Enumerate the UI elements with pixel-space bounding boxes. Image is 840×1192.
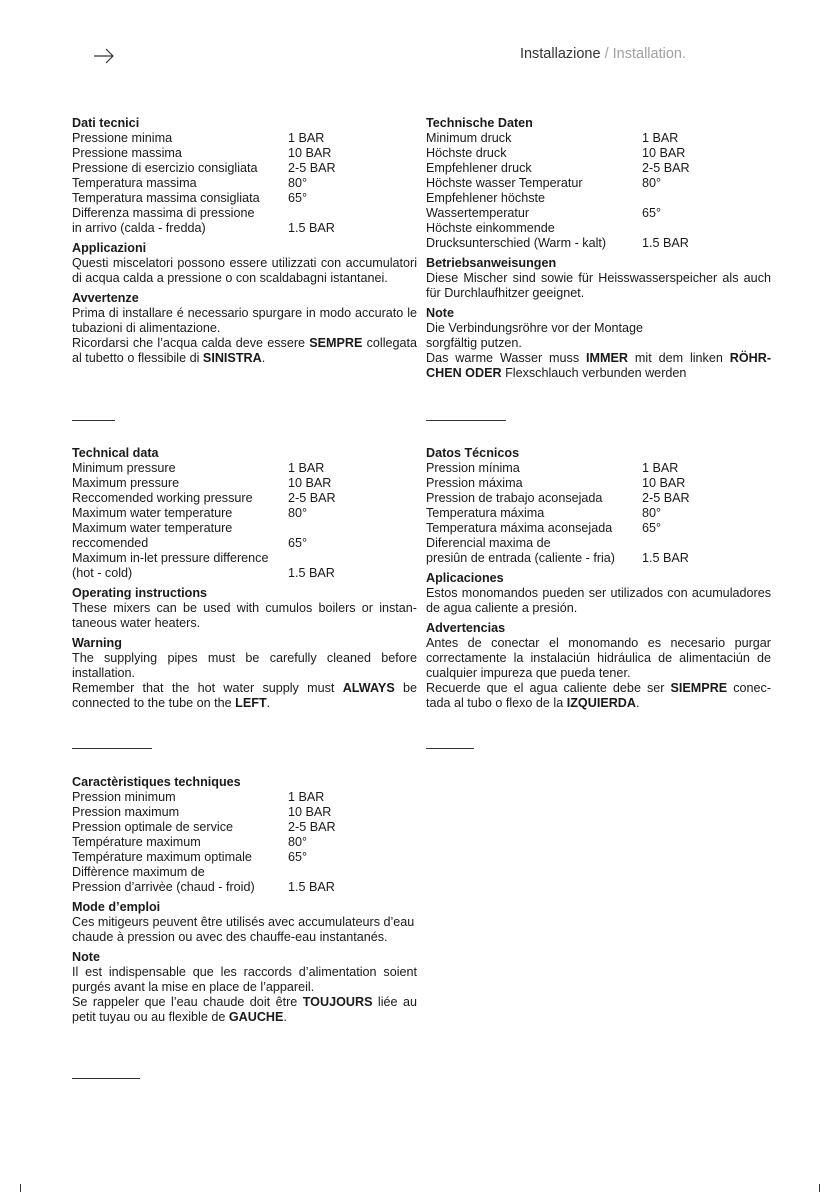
applications-text: Diese Mischer sind sowie für Heisswasserspeicher als auch für Durchlaufhitzer geeignet. xyxy=(426,271,771,300)
spec-label: Empfehlener höchste xyxy=(426,191,546,205)
spec-label: Diffèrence maximum de xyxy=(72,865,205,879)
section-divider xyxy=(72,1078,140,1079)
applications-text: Questi miscelatori possono essere utilizzati con accumulatori di acqua calda a pressione o con scaldabagni istantanei. xyxy=(72,256,417,285)
applications-heading: Mode d’emploi xyxy=(72,900,161,914)
spec-row xyxy=(426,191,771,206)
spec-value: 10 BAR xyxy=(288,805,332,819)
spec-row xyxy=(72,566,417,581)
spec-value: 10 BAR xyxy=(642,476,686,490)
spec-row xyxy=(426,536,771,551)
warning-heading: Avvertenze xyxy=(72,291,139,305)
spec-label: Wassertemperatur xyxy=(426,206,530,220)
spec-row xyxy=(72,506,417,521)
spec-label: Differenza massima di pressione xyxy=(72,206,255,220)
section-title: Dati tecnici xyxy=(72,116,140,130)
spec-value: 1.5 BAR xyxy=(642,236,689,250)
spec-row xyxy=(72,865,417,880)
applications-heading: Aplicaciones xyxy=(426,571,504,585)
section-divider xyxy=(426,420,506,421)
warning-note: Ricordarsi che l’acqua calda deve essere SEMPRE collegata al tubetto o flessibile di SINISTRA. xyxy=(72,336,418,365)
spec-row xyxy=(426,461,771,476)
section-german xyxy=(426,116,771,381)
spec-value: 2-5 BAR xyxy=(642,161,690,175)
section-divider xyxy=(426,748,474,749)
warning-text: Antes de conectar el monomando es necesario purgar correctamente la instalaciún hidráulica de alimentaciún de cualquier impureza que pueda tener. xyxy=(426,636,771,680)
spec-value: 65° xyxy=(288,850,308,864)
spec-row xyxy=(426,551,771,566)
section-title: Technische Daten xyxy=(426,116,533,130)
spec-row xyxy=(426,206,771,221)
spec-row xyxy=(72,521,417,536)
section-title: Datos Técnicos xyxy=(426,446,520,460)
spec-label: Pression optimale de service xyxy=(72,820,233,834)
spec-label: Pression minimum xyxy=(72,790,176,804)
warning-heading: Note xyxy=(72,950,100,964)
spec-value: 1.5 BAR xyxy=(288,566,335,580)
warning-note: Das warme Wasser muss IMMER mit dem linken RÖHR-CHEN ODER Flexschlauch verbunden werden xyxy=(426,351,772,380)
warning-heading: Note xyxy=(426,306,454,320)
spec-row xyxy=(72,191,417,206)
page-header xyxy=(520,46,686,62)
spec-value: 2-5 BAR xyxy=(288,820,336,834)
spec-row xyxy=(72,551,417,566)
spec-value: 65° xyxy=(642,206,662,220)
spec-row xyxy=(72,131,417,146)
spec-row xyxy=(72,820,417,835)
applications-text: Ces mitigeurs peuvent être utilisés avec accumulateurs d’eau chaude à pression ou avec des chauffe-eau instantanés. xyxy=(72,915,415,944)
applications-text: These mixers can be used with cumulos boilers or instan-taneous water heaters. xyxy=(72,601,417,630)
spec-label: Minimum druck xyxy=(426,131,512,145)
spec-value: 80° xyxy=(642,506,662,520)
section-divider xyxy=(72,420,115,421)
spec-label: presiûn de entrada (caliente - fria) xyxy=(426,551,616,565)
spec-row xyxy=(72,206,417,221)
spec-label: Maximum water temperature xyxy=(72,521,233,535)
spec-label: Reccomended working pressure xyxy=(72,491,253,505)
spec-row xyxy=(72,491,417,506)
spec-row xyxy=(72,176,417,191)
spec-value: 1 BAR xyxy=(288,790,325,804)
section-spanish xyxy=(426,446,771,711)
warning-text: Prima di installare é necessario spurgare in modo accurato le tubazioni di alimentazione. xyxy=(72,306,417,335)
spec-row xyxy=(426,236,771,251)
spec-value: 65° xyxy=(288,191,308,205)
spec-row xyxy=(72,805,417,820)
header-title: Installazione xyxy=(519,46,601,62)
spec-label: Minimum pressure xyxy=(72,461,176,475)
spec-row xyxy=(72,461,417,476)
warning-heading: Advertencias xyxy=(426,621,506,635)
spec-label: Maximum in-let pressure difference xyxy=(72,551,269,565)
spec-value: 10 BAR xyxy=(288,146,332,160)
spec-label: reccomended xyxy=(72,536,149,550)
spec-label: in arrivo (calda - fredda) xyxy=(72,221,206,235)
section-italian xyxy=(72,116,417,366)
spec-row xyxy=(72,835,417,850)
spec-row xyxy=(72,221,417,236)
warning-note: Recuerde que el agua caliente debe ser SIEMPRE conec-tada al tubo o flexo de la IZQUIERDA. xyxy=(426,681,772,710)
spec-value: 65° xyxy=(642,521,662,535)
spec-label: Höchste druck xyxy=(426,146,507,160)
spec-value: 1.5 BAR xyxy=(642,551,689,565)
spec-label: Maximum water temperature xyxy=(72,506,233,520)
spec-row xyxy=(426,491,771,506)
spec-row xyxy=(72,146,417,161)
header-subtitle: Installation. xyxy=(612,46,686,62)
spec-value: 2-5 BAR xyxy=(642,491,690,505)
spec-row xyxy=(426,161,771,176)
crop-mark xyxy=(819,1184,820,1192)
spec-label: Pressione minima xyxy=(72,131,173,145)
section-title: Technical data xyxy=(72,446,159,460)
specs-table xyxy=(426,461,771,566)
spec-value: 1 BAR xyxy=(288,131,325,145)
spec-label: Empfehlener druck xyxy=(426,161,532,175)
arrow-right-icon xyxy=(92,45,116,67)
spec-row xyxy=(426,506,771,521)
applications-text: Estos monomandos pueden ser utilizados con acumuladores de agua caliente a presión. xyxy=(426,586,771,615)
spec-row xyxy=(426,131,771,146)
spec-label: Pression mínima xyxy=(426,461,520,475)
spec-label: Drucksunterschied (Warm - kalt) xyxy=(426,236,607,250)
spec-label: Pression máxima xyxy=(426,476,523,490)
spec-value: 80° xyxy=(642,176,662,190)
warning-text: Il est indispensable que les raccords d’alimentation soient purgés avant la mise en place de l’appareil. xyxy=(72,965,417,994)
specs-table xyxy=(72,131,417,236)
warning-note: Remember that the hot water supply must ALWAYS be connected to the tube on the LEFT. xyxy=(72,681,418,710)
applications-heading: Applicazioni xyxy=(72,241,147,255)
spec-row xyxy=(426,146,771,161)
spec-row xyxy=(426,176,771,191)
spec-value: 2-5 BAR xyxy=(288,491,336,505)
spec-label: Température maximum optimale xyxy=(72,850,252,864)
spec-value: 65° xyxy=(288,536,308,550)
spec-label: Pressione massima xyxy=(72,146,182,160)
spec-label: (hot - cold) xyxy=(72,566,133,580)
spec-value: 80° xyxy=(288,506,308,520)
spec-row xyxy=(72,880,417,895)
spec-label: Temperatura máxima aconsejada xyxy=(426,521,613,535)
spec-row xyxy=(72,161,417,176)
spec-label: Maximum pressure xyxy=(72,476,180,490)
spec-row xyxy=(426,221,771,236)
spec-row xyxy=(426,521,771,536)
applications-heading: Betriebsanweisungen xyxy=(426,256,557,270)
specs-table xyxy=(72,790,417,895)
spec-label: Pressione di esercizio consigliata xyxy=(72,161,258,175)
section-english xyxy=(72,446,417,711)
spec-row xyxy=(72,790,417,805)
warning-text: Die Verbindungsröhre vor der Montage sorgfältig putzen. xyxy=(426,321,644,350)
spec-label: Höchste einkommende xyxy=(426,221,555,235)
spec-label: Pression d’arrivèe (chaud - froid) xyxy=(72,880,255,894)
spec-label: Pression maximum xyxy=(72,805,180,819)
spec-row xyxy=(72,536,417,551)
spec-value: 80° xyxy=(288,835,308,849)
spec-value: 2-5 BAR xyxy=(288,161,336,175)
section-french xyxy=(72,775,417,1025)
spec-row xyxy=(426,476,771,491)
section-divider xyxy=(72,748,152,749)
specs-table xyxy=(426,131,771,251)
spec-label: Pression de trabajo aconsejada xyxy=(426,491,603,505)
spec-label: Température maximum xyxy=(72,835,201,849)
spec-label: Temperatura massima xyxy=(72,176,197,190)
warning-heading: Warning xyxy=(72,636,122,650)
spec-value: 1 BAR xyxy=(642,461,679,475)
warning-note: Se rappeler que l’eau chaude doit être TOUJOURS liée au petit tuyau ou au flexible de GAUCHE. xyxy=(72,995,417,1024)
spec-label: Höchste wasser Temperatur xyxy=(426,176,583,190)
header-separator: / xyxy=(604,46,609,62)
spec-value: 1.5 BAR xyxy=(288,221,335,235)
spec-row xyxy=(72,476,417,491)
warning-text: The supplying pipes must be carefully cleaned before installation. xyxy=(72,651,417,680)
spec-row xyxy=(72,850,417,865)
spec-value: 1.5 BAR xyxy=(288,880,335,894)
spec-label: Temperatura massima consigliata xyxy=(72,191,260,205)
section-title: Caractèristiques techniques xyxy=(72,775,241,789)
spec-value: 10 BAR xyxy=(642,146,686,160)
crop-mark xyxy=(20,1184,21,1192)
spec-value: 10 BAR xyxy=(288,476,332,490)
spec-value: 1 BAR xyxy=(642,131,679,145)
spec-label: Diferencial maxima de xyxy=(426,536,551,550)
spec-value: 80° xyxy=(288,176,308,190)
spec-value: 1 BAR xyxy=(288,461,325,475)
specs-table xyxy=(72,461,417,581)
spec-label: Temperatura máxima xyxy=(426,506,545,520)
applications-heading: Operating instructions xyxy=(72,586,208,600)
